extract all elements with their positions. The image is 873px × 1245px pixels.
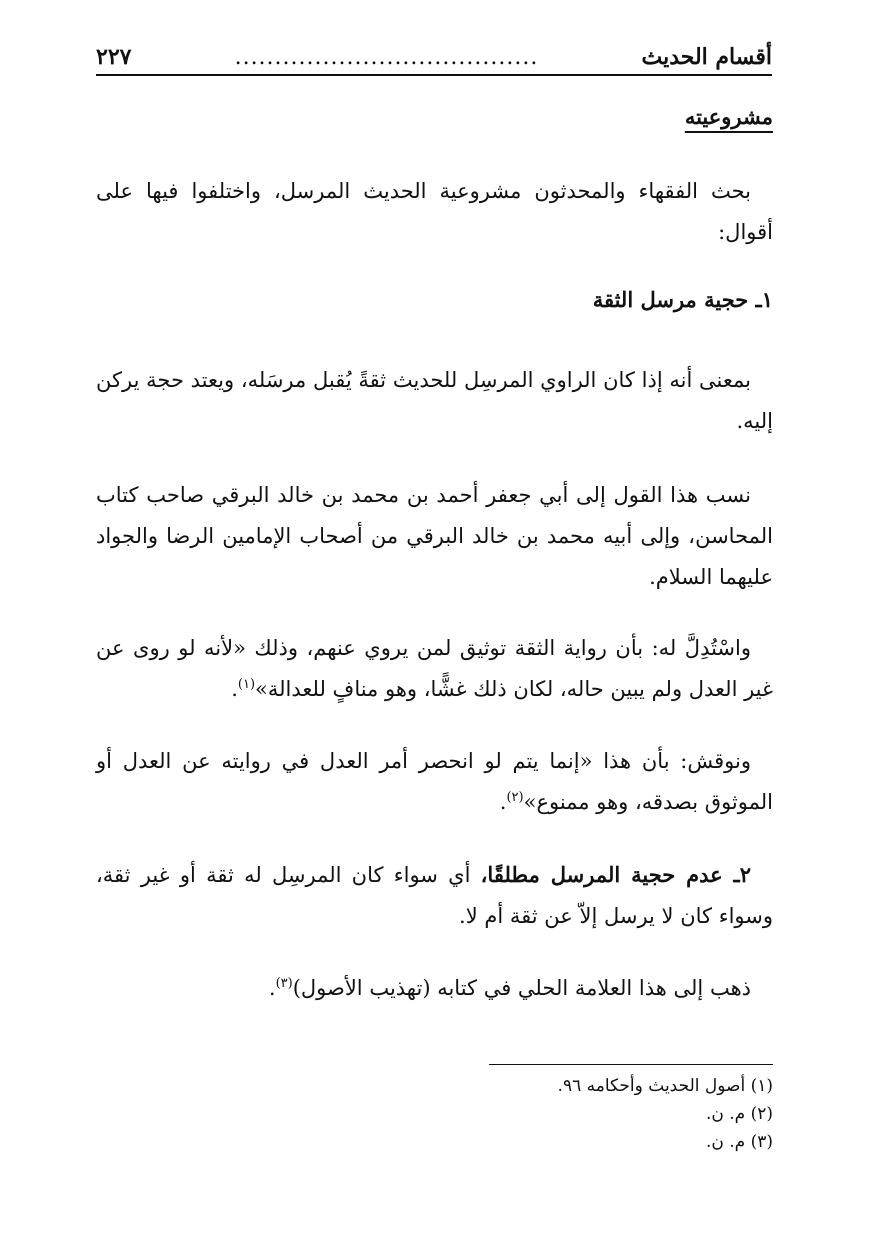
chapter-title: أقسام الحديث	[641, 44, 772, 70]
rebuttal-text: ونوقش: بأن هذا «إنما يتم لو انحصر أمر العدل في روايته عن العدل أو الموثوق بصدقه، وهو ممنوع»	[96, 749, 773, 814]
meaning-paragraph: بمعنى أنه إذا كان الراوي المرسِل للحديث ثقةً يُقبل مرسَله، ويعتد حجة يركن إليه.	[96, 368, 773, 433]
section-heading: مشروعيته	[684, 104, 773, 129]
footnote-ref-1: (١)	[237, 677, 256, 692]
second-opinion-paragraph	[96, 854, 773, 937]
footnotes-list	[96, 1072, 773, 1156]
footnote-ref-2: (٢)	[506, 790, 524, 805]
page-number: ٢٢٧	[96, 44, 132, 70]
allama-end: .	[268, 976, 276, 1000]
second-opinion-text: أي سواء كان المرسِل له ثقة أو غير ثقة، وسواء كان لا يرسل إلاّ عن ثقة أم لا.	[96, 863, 773, 928]
footnote-ref-3: (٣)	[275, 976, 293, 991]
intro-paragraph: بحث الفقهاء والمحدثون مشروعية الحديث المرسل، واختلفوا فيها على أقوال:	[96, 179, 773, 244]
allama-text: ذهب إلى هذا العلامة الحلي في كتابه (تهذيب الأصول)	[292, 976, 751, 1000]
footnote-item: (٢) م. ن.	[705, 1104, 773, 1124]
argument-paragraph	[96, 628, 773, 710]
argument-text: واسْتُدِلَّ له: بأن رواية الثقة توثيق لمن يروي عنهم، وذلك «لأنه لو روى عن غير العدل ولم يبين حاله، لكان ذلك غشًّا، وهو منافٍ للعدالة»	[96, 636, 773, 701]
argument-end: .	[231, 677, 238, 701]
subheading-no-mursal: ٢ـ عدم حجية المرسل مطلقًا،	[480, 862, 751, 887]
allama-paragraph	[96, 968, 773, 1009]
leader-dots: ......................................	[234, 45, 539, 70]
running-header	[96, 38, 772, 76]
footnote-separator	[489, 1064, 773, 1065]
footnote-item: (٣) م. ن.	[705, 1132, 773, 1152]
page-body	[96, 96, 773, 1009]
footnote-item: (١) أصول الحديث وأحكامه ٩٦.	[557, 1076, 773, 1096]
rebuttal-end: .	[499, 790, 507, 814]
rebuttal-paragraph	[96, 741, 773, 823]
subheading-reliable-mursal: ١ـ حجية مرسل الثقة	[592, 287, 773, 312]
attribution-paragraph: نسب هذا القول إلى أبي جعفر أحمد بن محمد بن خالد البرقي صاحب كتاب المحاسن، وإلى أبيه محمد بن خالد البرقي من أصحاب الإمامين الرضا والجواد عليهما السلام.	[96, 483, 773, 589]
